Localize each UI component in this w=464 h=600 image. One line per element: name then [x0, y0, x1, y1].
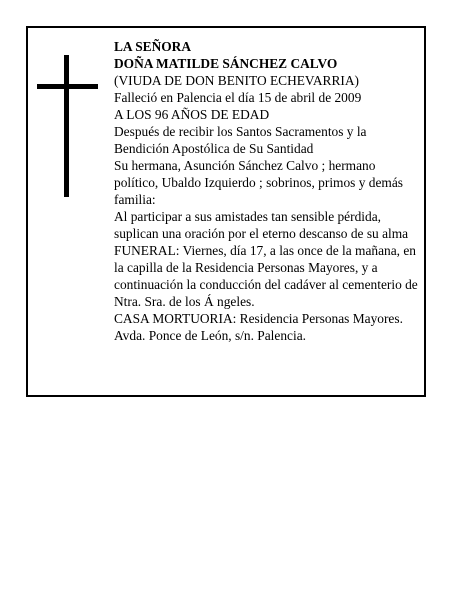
deceased-name: DOÑA MATILDE SÁNCHEZ CALVO	[114, 56, 338, 71]
deceased-title: LA SEÑORA	[114, 39, 192, 54]
sacraments-paragraph: Después de recibir los Santos Sacramentos y la Bendición Apostólica de Su Santidad	[114, 124, 367, 156]
cross-vertical-bar	[64, 55, 69, 197]
request-paragraph: Al participar a sus amistades tan sensible pérdida, suplican una oración por el eterno descanso de su alma	[114, 209, 409, 241]
obituary-text	[114, 38, 420, 344]
casa-mortuoria-paragraph: CASA MORTUORIA: Residencia Personas Mayores. Avda. Ponce de León, s/n. Palencia.	[114, 311, 403, 343]
widow-of-line: (VIUDA DE DON BENITO ECHEVARRIA)	[114, 73, 359, 88]
funeral-paragraph: FUNERAL: Viernes, día 17, a las once de la mañana, en la capilla de la Residencia Personas Mayores, y a continuación la conducción del cadáver al cementerio de Ntra. Sra. de los Á ngeles.	[114, 243, 418, 309]
death-date-line: Falleció en Palencia el día 15 de abril de 2009	[114, 90, 362, 105]
family-paragraph: Su hermana, Asunción Sánchez Calvo ; hermano político, Ubaldo Izquierdo ; sobrinos, primos y demás familia:	[114, 158, 403, 207]
cross-horizontal-bar	[37, 84, 98, 89]
age-line: A LOS 96 AÑOS DE EDAD	[114, 107, 270, 122]
